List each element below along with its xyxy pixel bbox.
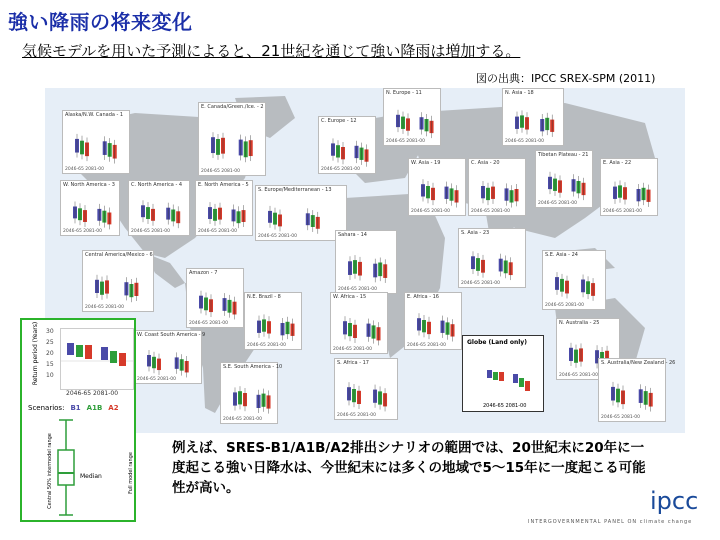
legend-boxplot-key — [22, 415, 138, 525]
region-boxplots — [61, 181, 119, 235]
region-panel — [598, 358, 676, 422]
region-panel — [62, 110, 130, 174]
region-panel — [82, 250, 154, 312]
region-panel — [334, 358, 398, 420]
region-panel-axis: 2046-65 2081-00 — [538, 201, 578, 206]
region-panel-label: W. Africa - 15 — [333, 294, 367, 300]
legend-plot — [60, 328, 134, 390]
bottom-explanation: 例えば、SRES-B1/A1B/A2排出シナリオの範囲では、20世紀末に20年に一度起こる強い日降水は、今世紀末には多くの地域で5～15年に一度起こる可能性が高い。 — [172, 440, 646, 496]
legend-box-a2-1 — [85, 345, 92, 359]
region-boxplots — [129, 181, 189, 235]
region-panel-label: N. Australia - 25 — [559, 320, 600, 326]
legend-tick: 10 — [46, 372, 54, 379]
region-panel-label: S. Europe/Mediterranean - 13 — [258, 187, 332, 193]
region-panel-label: E. Canada/Green./Ice. - 2 — [201, 104, 264, 110]
legend-full-range: Full model range — [127, 452, 134, 494]
scenario-b1: B1 — [70, 404, 81, 412]
legend-median: Median — [80, 473, 102, 480]
ipcc-logo-subtitle: INTERGOVERNMENTAL PANEL ON climate change — [528, 519, 693, 525]
region-boxplots — [196, 181, 252, 235]
region-boxplots — [459, 229, 525, 287]
region-panel — [383, 88, 441, 146]
legend-tick: 25 — [46, 339, 54, 346]
region-panel-axis: 2046-65 2081-00 — [201, 169, 241, 174]
region-boxplots — [63, 111, 129, 173]
region-panel-axis: 2046-65 2081-00 — [189, 321, 229, 326]
region-panel-axis: 2046-65 2081-00 — [386, 139, 426, 144]
legend-box-a1b-2 — [110, 351, 117, 363]
region-panel — [404, 292, 462, 350]
region-panel-axis: 2046-65 2081-00 — [545, 303, 585, 308]
region-panel-axis: 2046-65 2081-00 — [603, 209, 643, 214]
legend-box-a2-2 — [119, 353, 126, 366]
region-panel-label: W. North America - 3 — [63, 182, 115, 188]
region-panel-axis: 2046-65 2081-00 — [407, 343, 447, 348]
region-panel-axis: 2046-65 2081-00 — [223, 417, 263, 422]
region-panel-label: S. Australia/New Zealand - 26 — [601, 360, 676, 366]
region-panel — [535, 150, 593, 208]
region-boxplots — [469, 159, 525, 215]
region-panel-label: E. Africa - 16 — [407, 294, 439, 300]
legend-box-b1-1 — [67, 343, 74, 355]
region-boxplots — [384, 89, 440, 145]
region-panel — [198, 102, 266, 176]
region-panel-label: Tibetan Plateau - 21 — [538, 152, 589, 158]
region-panel-axis: 2046-65 2081-00 — [321, 167, 361, 172]
region-boxplots — [336, 231, 396, 293]
region-boxplots — [601, 159, 657, 215]
legend-central-range: Central 50% intermodel range — [46, 433, 53, 509]
region-panel-axis: 2046-65 2081-00 — [85, 305, 125, 310]
legend-tick: 20 — [46, 350, 54, 357]
region-panel-label: N.E. Brazil - 8 — [247, 294, 281, 300]
scenarios-label: Scenarios: — [28, 404, 65, 412]
globe-box-b1-1 — [487, 370, 492, 378]
globe-panel-title: Globe (Land only) — [467, 339, 527, 346]
region-panel-label: C. Asia - 20 — [471, 160, 500, 166]
region-panel-axis: 2046-65 2081-00 — [461, 281, 501, 286]
region-panel — [335, 230, 397, 294]
legend-scenarios — [28, 404, 119, 412]
region-panel-label: N. Asia - 18 — [505, 90, 534, 96]
region-boxplots — [256, 186, 346, 240]
region-panel-label: S. Africa - 17 — [337, 360, 369, 366]
legend-periods: 2046-65 2081-00 — [66, 390, 119, 397]
region-panel-axis: 2046-65 2081-00 — [198, 229, 238, 234]
region-boxplots — [536, 151, 592, 207]
region-boxplots — [187, 269, 243, 327]
region-panel-axis: 2046-65 2081-00 — [65, 167, 105, 172]
region-panel-label: W. Asia - 19 — [411, 160, 441, 166]
region-boxplots — [83, 251, 153, 311]
region-panel-label: C. Europe - 12 — [321, 118, 357, 124]
region-panel — [255, 185, 347, 241]
region-panel-axis: 2046-65 2081-00 — [411, 209, 451, 214]
region-panel-axis: 2046-65 2081-00 — [333, 347, 373, 352]
scenario-a1b: A1B — [86, 404, 103, 412]
region-panel — [542, 250, 606, 310]
globe-box-a1b-1 — [493, 372, 498, 380]
source-citation: 図の出典：IPCC SREX-SPM (2011) — [476, 72, 656, 85]
region-boxplots — [245, 293, 301, 349]
globe-box-a1b-2 — [519, 378, 524, 387]
globe-box-a2-2 — [525, 381, 530, 391]
page-subtitle: 気候モデルを用いた予測によると、21世紀を通じて強い降雨は増加する。 — [22, 42, 521, 60]
page-title: 強い降雨の将来変化 — [8, 10, 193, 34]
region-panel-axis: 2046-65 2081-00 — [337, 413, 377, 418]
region-boxplots — [319, 117, 375, 173]
legend-box — [20, 318, 136, 522]
region-panel-label: E. Asia - 22 — [603, 160, 632, 166]
region-panel — [318, 116, 376, 174]
region-panel — [128, 180, 190, 236]
ipcc-logo: ipcc — [650, 487, 699, 515]
globe-box-a2-1 — [499, 372, 504, 381]
region-panel — [600, 158, 658, 216]
globe-box-b1-2 — [513, 374, 518, 383]
region-boxplots — [221, 363, 277, 423]
region-panel-axis: 2046-65 2081-00 — [137, 377, 177, 382]
globe-axis: 2046-65 2081-00 — [483, 403, 527, 409]
region-panel — [60, 180, 120, 236]
legend-tick: 30 — [46, 328, 54, 335]
region-boxplots — [543, 251, 605, 309]
region-panel — [186, 268, 244, 328]
region-boxplots — [405, 293, 461, 349]
legend-box-b1-2 — [101, 347, 108, 360]
region-panel-label: Amazon - 7 — [189, 270, 218, 276]
region-panel-axis: 2046-65 2081-00 — [63, 229, 103, 234]
region-panel-label: Alaska/N.W. Canada - 1 — [65, 112, 124, 118]
region-panel-label: E. North America - 5 — [198, 182, 249, 188]
region-panel-axis: 2046-65 2081-00 — [471, 209, 511, 214]
region-panel — [330, 292, 388, 354]
legend-box-a1b-1 — [76, 345, 83, 357]
legend-boxplots — [61, 329, 133, 389]
region-boxplots — [599, 359, 665, 421]
region-panel-label: Central America/Mexico - 6 — [85, 252, 153, 258]
region-boxplots — [335, 359, 397, 419]
region-panel — [195, 180, 253, 236]
scenario-a2: A2 — [108, 404, 119, 412]
region-panel — [134, 330, 206, 384]
region-panel-axis: 2046-65 2081-00 — [601, 415, 641, 420]
region-panel-axis: 2046-65 2081-00 — [559, 373, 599, 378]
region-panel-label: C. North America - 4 — [131, 182, 183, 188]
globe-boxplots — [463, 336, 543, 411]
legend-ticks — [46, 326, 54, 381]
region-panel — [408, 158, 466, 216]
region-panel — [458, 228, 526, 288]
region-boxplots — [503, 89, 563, 145]
globe-panel — [462, 335, 544, 412]
region-panel-axis: 2046-65 2081-00 — [131, 229, 171, 234]
region-panel — [244, 292, 302, 350]
region-panel-label: S.E. Asia - 24 — [545, 252, 578, 258]
region-boxplots — [199, 103, 265, 175]
region-boxplots — [135, 331, 201, 383]
region-panel-label: S.E. South America - 10 — [223, 364, 283, 370]
region-panel-axis: 2046-65 2081-00 — [338, 287, 378, 292]
legend-tick: 15 — [46, 361, 54, 368]
region-panel-label: Sahara - 14 — [338, 232, 367, 238]
region-panel — [468, 158, 526, 216]
region-panel — [502, 88, 564, 146]
region-panel-axis: 2046-65 2081-00 — [247, 343, 287, 348]
region-panel-axis: 2046-65 2081-00 — [505, 139, 545, 144]
legend-ylabel: Return period (Years) — [32, 321, 40, 386]
region-panel-label: W. Coast South America - 9 — [137, 332, 206, 338]
region-boxplots — [331, 293, 387, 353]
region-panel — [220, 362, 283, 424]
region-boxplots — [409, 159, 465, 215]
region-panel-axis: 2046-65 2081-00 — [258, 234, 298, 239]
region-panel-label: N. Europe - 11 — [386, 90, 422, 96]
region-panel-label: S. Asia - 23 — [461, 230, 490, 236]
